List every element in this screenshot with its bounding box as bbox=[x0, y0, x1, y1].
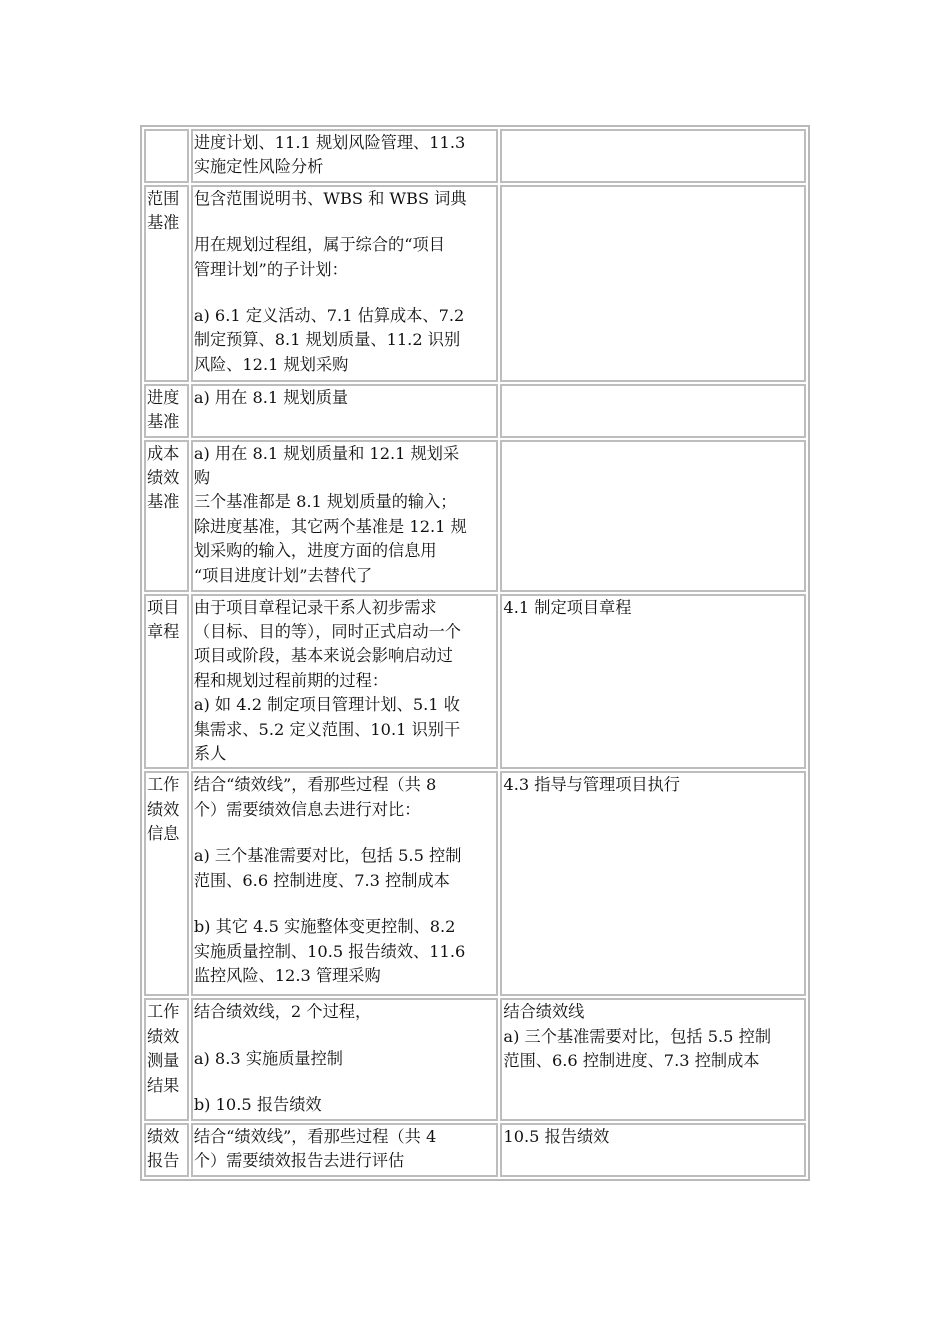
description-cell bbox=[191, 384, 499, 438]
blank-line bbox=[194, 893, 496, 915]
text-line: a) 用在 8.1 规划质量 bbox=[193, 387, 349, 407]
row-label-line: 基准 bbox=[147, 412, 180, 432]
related-process-cell bbox=[500, 440, 806, 592]
row-label-line: 项目 bbox=[147, 597, 180, 617]
description-cell bbox=[191, 185, 499, 382]
text-line: 购 bbox=[193, 468, 210, 488]
related-process-cell bbox=[500, 129, 806, 183]
text-line: a) 三个基准需要对比，包括 5.5 控制 bbox=[193, 846, 462, 866]
row-label-line: 测量 bbox=[147, 1051, 180, 1071]
text-line: a) 用在 8.1 规划质量和 12.1 规划采 bbox=[193, 443, 460, 463]
row-label-line: 信息 bbox=[147, 824, 180, 844]
text-line: 个）需要绩效报告去进行评估 bbox=[193, 1151, 405, 1171]
text-line: 风险、12.1 规划采购 bbox=[193, 354, 349, 374]
text-line: 范围、6.6 控制进度、7.3 控制成本 bbox=[193, 870, 450, 890]
process-io-table bbox=[140, 125, 810, 1181]
row-label-cell bbox=[144, 1123, 189, 1177]
table-row bbox=[144, 771, 806, 996]
description-cell bbox=[191, 594, 499, 770]
row-label-line: 报告 bbox=[147, 1151, 180, 1171]
text-line: 集需求、5.2 定义范围、10.1 识别干 bbox=[193, 719, 461, 739]
row-label-cell bbox=[144, 771, 189, 996]
row-label-line: 工作 bbox=[147, 775, 180, 795]
description-cell bbox=[191, 440, 499, 592]
text-line: 程和规划过程前期的过程： bbox=[193, 670, 389, 690]
row-label-cell bbox=[144, 129, 189, 183]
row-label-line: 结果 bbox=[147, 1075, 180, 1095]
table-row bbox=[144, 384, 806, 438]
text-line: 系人 bbox=[193, 744, 227, 764]
row-label-line: 工作 bbox=[147, 1002, 180, 1022]
blank-line bbox=[194, 211, 496, 233]
blank-line bbox=[147, 131, 186, 153]
row-label-cell bbox=[144, 998, 189, 1120]
text-line: 项目或阶段，基本来说会影响启动过 bbox=[193, 646, 453, 666]
table-row bbox=[144, 440, 806, 592]
table-row bbox=[144, 129, 806, 183]
related-process-cell bbox=[500, 1123, 806, 1177]
table-row bbox=[144, 1123, 806, 1177]
text-line: a) 如 4.2 制定项目管理计划、5.1 收 bbox=[193, 695, 460, 715]
related-process-cell bbox=[500, 384, 806, 438]
text-line: 结合“绩效线”，看那些过程（共 4 bbox=[193, 1126, 437, 1146]
blank-line bbox=[194, 282, 496, 304]
table-row bbox=[144, 594, 806, 770]
row-label-cell bbox=[144, 440, 189, 592]
text-line: b) 其它 4.5 实施整体变更控制、8.2 bbox=[193, 917, 456, 937]
row-label-cell bbox=[144, 384, 189, 438]
blank-line bbox=[194, 1071, 496, 1093]
text-line: 监控风险、12.3 管理采购 bbox=[193, 965, 381, 985]
text-line: （目标、目的等），同时正式启动一个 bbox=[193, 622, 461, 642]
text-line: 实施定性风险分析 bbox=[193, 157, 324, 177]
description-cell bbox=[191, 998, 499, 1120]
row-label-cell bbox=[144, 185, 189, 382]
text-line: 范围、6.6 控制进度、7.3 控制成本 bbox=[503, 1051, 760, 1071]
text-line: 结合绩效线，2 个过程， bbox=[193, 1002, 372, 1022]
blank-line bbox=[194, 822, 496, 844]
text-line: 制定预算、8.1 规划质量、11.2 识别 bbox=[193, 330, 461, 350]
related-process-cell bbox=[500, 185, 806, 382]
table-body bbox=[144, 129, 806, 1177]
text-line: 个）需要绩效信息去进行对比： bbox=[193, 799, 421, 819]
text-line: 实施质量控制、10.5 报告绩效、11.6 bbox=[193, 941, 466, 961]
description-cell bbox=[191, 1123, 499, 1177]
blank-line bbox=[194, 410, 496, 432]
row-label-line: 绩效 bbox=[147, 1026, 180, 1046]
row-label-line: 进度 bbox=[147, 387, 180, 407]
row-label-cell bbox=[144, 594, 189, 770]
related-process-cell bbox=[500, 771, 806, 996]
row-label-line: 章程 bbox=[147, 622, 180, 642]
text-line: 管理计划”的子计划： bbox=[193, 259, 348, 279]
text-line: 结合绩效线 bbox=[503, 1002, 585, 1022]
text-line: 用在规划过程组，属于综合的“项目 bbox=[193, 235, 445, 255]
row-label-line: 绩效 bbox=[147, 1126, 180, 1146]
text-line: “项目进度计划”去替代了 bbox=[193, 565, 373, 585]
table-row bbox=[144, 998, 806, 1120]
text-line: 包含范围说明书、WBS 和 WBS 词典 bbox=[193, 188, 467, 208]
related-process-cell bbox=[500, 998, 806, 1120]
text-line: 进度计划、11.1 规划风险管理、11.3 bbox=[193, 133, 466, 152]
text-line: a) 三个基准需要对比，包括 5.5 控制 bbox=[503, 1026, 772, 1046]
row-label-line: 范围 bbox=[147, 188, 180, 208]
text-line: 4.1 制定项目章程 bbox=[503, 597, 632, 617]
row-label-line: 基准 bbox=[147, 492, 180, 512]
text-line: a) 8.3 实施质量控制 bbox=[193, 1048, 343, 1068]
text-line: 结合“绩效线”，看那些过程（共 8 bbox=[193, 775, 437, 795]
text-line: b) 10.5 报告绩效 bbox=[193, 1095, 322, 1115]
description-cell bbox=[191, 771, 499, 996]
row-label-line: 绩效 bbox=[147, 799, 180, 819]
row-label-line: 基准 bbox=[147, 213, 180, 233]
table-row bbox=[144, 185, 806, 382]
text-line: a) 6.1 定义活动、7.1 估算成本、7.2 bbox=[193, 306, 465, 326]
text-line: 三个基准都是 8.1 规划质量的输入； bbox=[193, 492, 457, 512]
description-cell bbox=[191, 129, 499, 183]
text-line: 划采购的输入，进度方面的信息用 bbox=[193, 541, 437, 561]
text-line: 除进度基准，其它两个基准是 12.1 规 bbox=[193, 516, 467, 536]
blank-line bbox=[194, 1025, 496, 1047]
related-process-cell bbox=[500, 594, 806, 770]
blank-line bbox=[147, 153, 186, 175]
row-label-line: 成本 bbox=[147, 443, 180, 463]
row-label-line: 绩效 bbox=[147, 468, 180, 488]
text-line: 由于项目章程记录干系人初步需求 bbox=[193, 597, 437, 617]
text-line: 4.3 指导与管理项目执行 bbox=[503, 775, 680, 795]
text-line: 10.5 报告绩效 bbox=[503, 1126, 610, 1146]
